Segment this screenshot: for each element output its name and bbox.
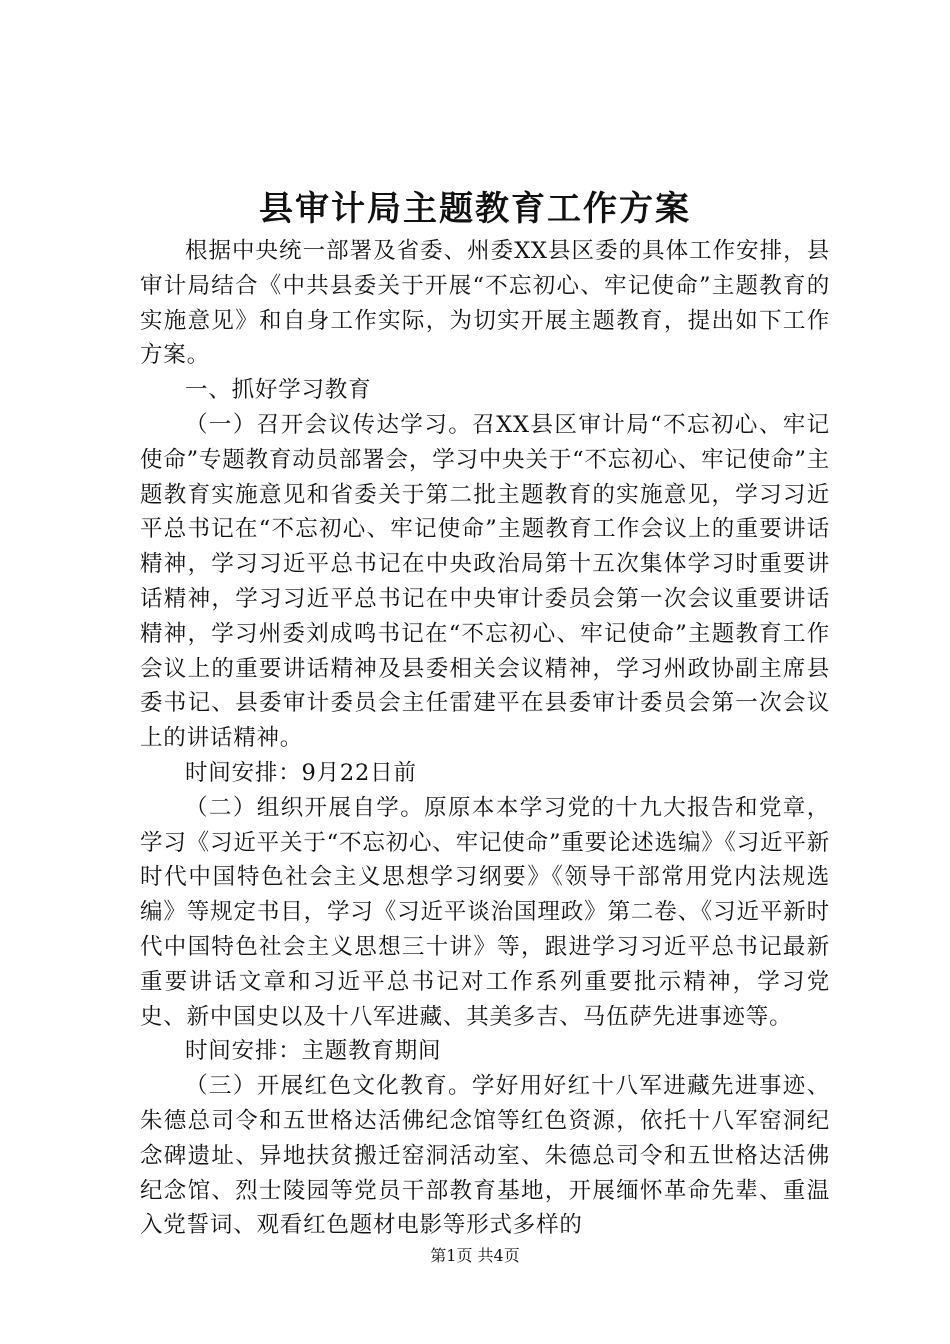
item-2-paragraph: （二）组织开展自学。原原本本学习党的十九大报告和党章，学习《习近平关于“不忘初心、牢记使命”重要论述选编》《习近平新时代中国特色社会主义思想学习纲要》《领导干部常用党内法规选编》等规定书目，学习《习近平谈治国理政》第二卷、《习近平新时代中国特色社会主义思想三十讲》等，跟进学习习近平总书记最新重要讲话文章和习近平总书记对工作系列重要批示精神，学习党史、新中国史以及十八军进藏、其美多吉、马伍萨先进事迹等。: [140, 794, 830, 1030]
page-footer: 第1页 共4页: [430, 1246, 520, 1265]
item-3-paragraph: （三）开展红色文化教育。学好用好红十八军进藏先进事迹、朱德总司令和五世格达活佛纪念馆等红色资源，依托十八军窑洞纪念碑遗址、异地扶贫搬迁窑洞活动室、朱德总司令和五世格达活佛纪念馆、烈士陵园等党员干部教育基地，开展缅怀革命先辈、重温入党誓词、观看红色题材电影等形式多样的: [140, 1073, 830, 1239]
schedule-1: 时间安排：9月22日前: [185, 759, 417, 786]
item-1-paragraph: （一）召开会议传达学习。召XX县区审计局“不忘初心、牢记使命”专题教育动员部署会，学习中央关于“不忘初心、牢记使命”主题教育实施意见和省委关于第二批主题教育的实施意见，学习习近平总书记在“不忘初心、牢记使命”主题教育工作会议上的重要讲话精神，学习习近平总书记在中央政治局第十五次集体学习时重要讲话精神，学习习近平总书记在中央审计委员会第一次会议重要讲话精神，学习州委刘成鸣书记在“不忘初心、牢记使命”主题教育工作会议上的重要讲话精神及县委相关会议精神，学习州政协副主席县委书记、县委审计委员会主任雷建平在县委审计委员会第一次会议上的讲话精神。: [140, 411, 830, 752]
section-heading-1: 一、抓好学习教育: [185, 377, 372, 404]
schedule-2: 时间安排：主题教育期间: [185, 1038, 442, 1065]
document-body: [140, 234, 830, 1243]
document-title: 县审计局主题教育工作方案: [259, 189, 691, 229]
intro-paragraph: 根据中央统一部署及省委、州委XX县区委的具体工作安排，县审计局结合《中共县委关于开展“不忘初心、牢记使命”主题教育的实施意见》和自身工作实际，为切实开展主题教育，提出如下工作方案。: [140, 238, 830, 369]
